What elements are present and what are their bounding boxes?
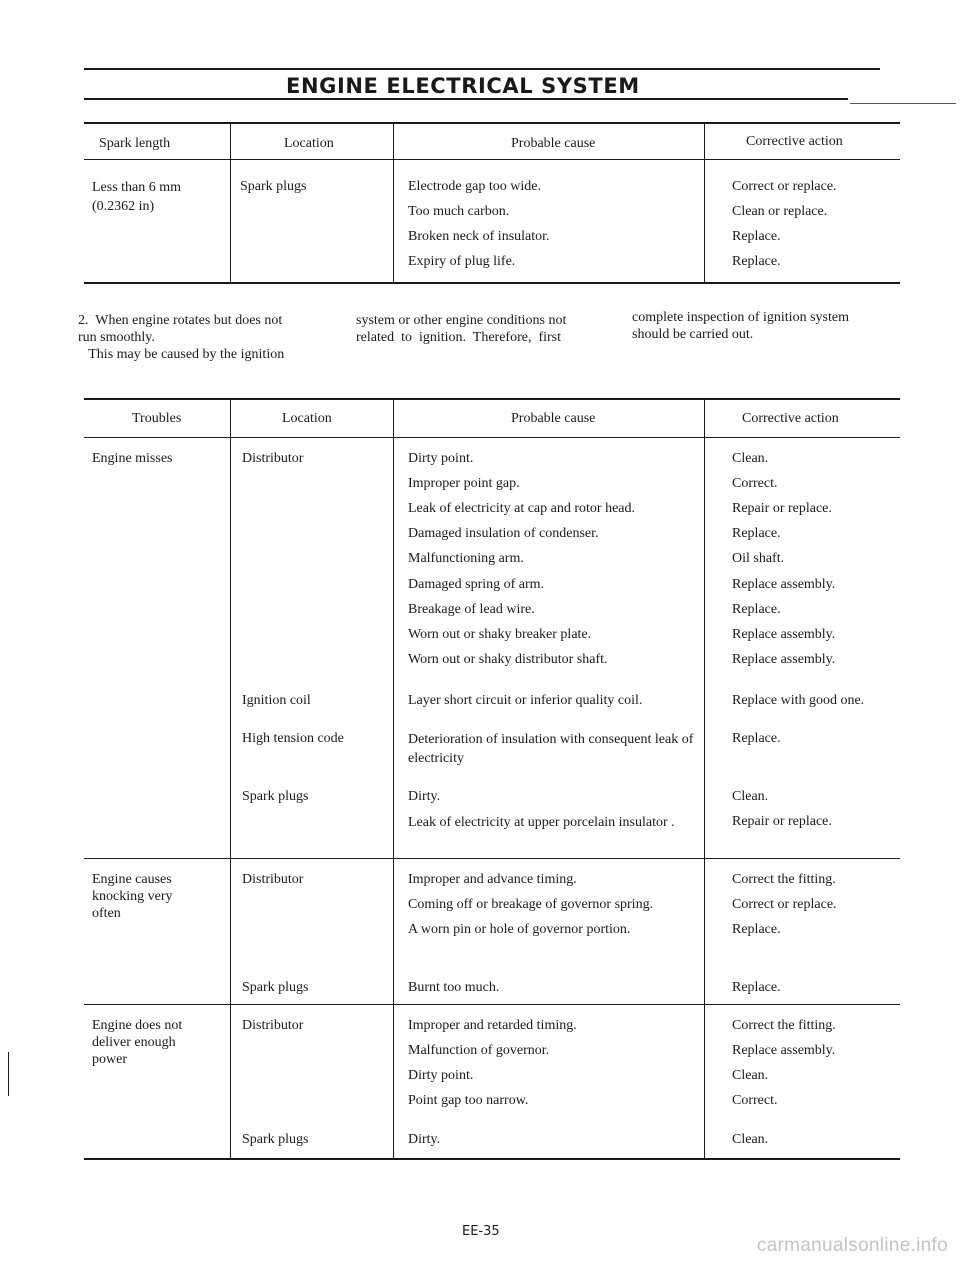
cause-text: Layer short circuit or inferior quality coil. <box>408 693 643 708</box>
action-text: Replace. <box>732 526 781 541</box>
location-label: Spark plugs <box>242 789 309 804</box>
cause-text: Breakage of lead wire. <box>408 602 535 617</box>
table1-header-corrective-action: Corrective action <box>746 134 843 149</box>
action-text: Replace. <box>732 731 781 746</box>
cause-text: Dirty. <box>408 789 441 804</box>
header-rule-top <box>84 68 880 70</box>
action-text: Replace assembly. <box>732 652 836 667</box>
action-text: Replace with good one. <box>732 693 865 708</box>
cause-text: Dirty point. <box>408 451 474 466</box>
location-label: Distributor <box>242 451 304 466</box>
table1-action: Correct or replace. <box>732 179 837 194</box>
page-number: EE-35 <box>462 1224 500 1239</box>
action-text: Replace assembly. <box>732 1043 836 1058</box>
action-text: Replace assembly. <box>732 577 836 592</box>
cause-text: Improper point gap. <box>408 476 520 491</box>
cause-text: Damaged spring of arm. <box>408 577 545 592</box>
table2-header-troubles: Troubles <box>132 411 182 426</box>
table2-header-probable-cause: Probable cause <box>511 411 596 426</box>
table1-action: Replace. <box>732 254 781 269</box>
location-label: Ignition coil <box>242 693 311 708</box>
location-label: Distributor <box>242 872 304 887</box>
table1-bottom-rule <box>84 282 900 284</box>
cause-text: Malfunctioning arm. <box>408 551 524 566</box>
cause-text: Dirty. <box>408 1132 441 1147</box>
table2-header-rule <box>84 437 900 438</box>
location-label: High tension code <box>242 731 344 746</box>
table1-divider-2 <box>393 122 394 283</box>
table1-cause: Electrode gap too wide. <box>408 179 541 194</box>
watermark: carmanualsonline.info <box>756 1235 948 1256</box>
cause-text: A worn pin or hole of governor portion. <box>408 922 631 937</box>
action-text: Oil shaft. <box>732 551 785 566</box>
table1-action: Replace. <box>732 229 781 244</box>
table2-divider-3 <box>704 398 705 1159</box>
table1-cause: Too much carbon. <box>408 204 510 219</box>
action-text: Replace. <box>732 922 781 937</box>
scan-mark <box>8 1052 9 1096</box>
table1-cause: Expiry of plug life. <box>408 254 516 269</box>
table2-top-rule <box>84 398 900 400</box>
table1-location-value: Spark plugs <box>240 179 307 194</box>
cause-text: Deterioration of insulation with consequent leak of electricity <box>408 732 694 766</box>
action-text: Correct the fitting. <box>732 1018 836 1033</box>
header-rule-bottom <box>84 98 848 100</box>
table1-cause: Broken neck of insulator. <box>408 229 550 244</box>
table2-header-location: Location <box>282 411 332 426</box>
cause-text: Point gap too narrow. <box>408 1093 529 1108</box>
page-title: ENGINE ELECTRICAL SYSTEM <box>286 74 640 98</box>
action-text: Repair or replace. <box>732 814 832 829</box>
cause-text: Dirty point. <box>408 1068 474 1083</box>
paragraph-col-3: complete inspection of ignition system should be carried out. <box>632 310 849 342</box>
action-text: Repair or replace. <box>732 501 832 516</box>
location-label: Spark plugs <box>242 980 309 995</box>
cause-text: Worn out or shaky distributor shaft. <box>408 652 608 667</box>
table1-header-location: Location <box>284 136 334 151</box>
table2-bottom-rule <box>84 1158 900 1160</box>
action-text: Correct. <box>732 476 778 491</box>
paragraph-col-1: 2. When engine rotates but does not run smoothly. This may be caused by the ignition <box>78 313 285 362</box>
action-text: Clean. <box>732 1068 769 1083</box>
table2-group-rule <box>84 1004 900 1005</box>
table1-top-rule <box>84 122 900 124</box>
paragraph-col-2: system or other engine conditions not related to ignition. Therefore, first <box>356 313 567 345</box>
table2-header-corrective-action: Corrective action <box>742 411 839 426</box>
trouble-label: Engine misses <box>92 451 173 466</box>
table1-divider-3 <box>704 122 705 283</box>
table1-header-probable-cause: Probable cause <box>511 136 596 151</box>
table1-header-spark-length: Spark length <box>99 136 171 151</box>
action-text: Correct the fitting. <box>732 872 836 887</box>
action-text: Correct. <box>732 1093 778 1108</box>
table1-header-rule <box>84 159 900 160</box>
action-text: Replace assembly. <box>732 627 836 642</box>
table2-divider-2 <box>393 398 394 1159</box>
action-text: Clean. <box>732 1132 769 1147</box>
location-label: Spark plugs <box>242 1132 309 1147</box>
cause-text: Leak of electricity at upper porcelain insulator . <box>408 815 675 830</box>
table1-spark-length-value: Less than 6 mm (0.2362 in) <box>92 180 182 214</box>
table2-group-rule <box>84 858 900 859</box>
cause-text: Burnt too much. <box>408 980 500 995</box>
action-text: Clean. <box>732 789 769 804</box>
table2-divider-1 <box>230 398 231 1159</box>
table1-action: Clean or replace. <box>732 204 828 219</box>
action-text: Replace. <box>732 602 781 617</box>
table1-divider-1 <box>230 122 231 283</box>
header-rule-tail <box>850 103 956 104</box>
trouble-label: Engine does not deliver enough power <box>92 1018 183 1067</box>
cause-text: Damaged insulation of condenser. <box>408 526 599 541</box>
trouble-label: Engine causes knocking very often <box>92 872 173 921</box>
action-text: Correct or replace. <box>732 897 837 912</box>
location-label: Distributor <box>242 1018 304 1033</box>
cause-text: Improper and advance timing. <box>408 872 577 887</box>
cause-text: Worn out or shaky breaker plate. <box>408 627 592 642</box>
cause-text: Leak of electricity at cap and rotor head. <box>408 501 635 516</box>
action-text: Clean. <box>732 451 769 466</box>
action-text: Replace. <box>732 980 781 995</box>
cause-text: Coming off or breakage of governor spring. <box>408 897 654 912</box>
cause-text: Improper and retarded timing. <box>408 1018 577 1033</box>
cause-text: Malfunction of governor. <box>408 1043 550 1058</box>
